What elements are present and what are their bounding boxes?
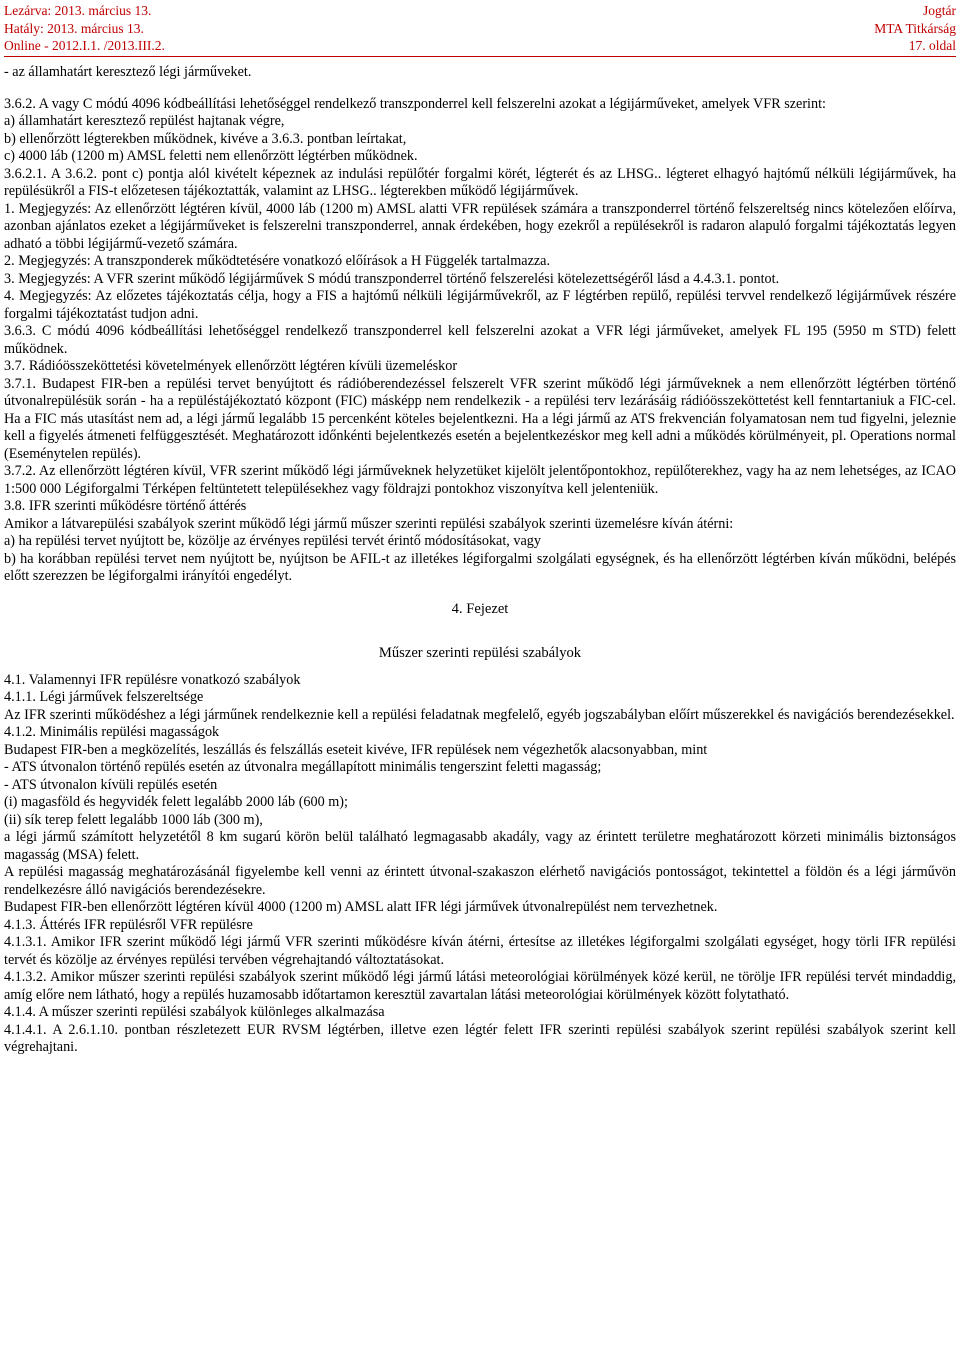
header-divider (4, 56, 956, 57)
paragraph: Amikor a látvarepülési szabályok szerint működő légi jármű műszer szerinti repülési szabályok szerinti üzemelésre kíván átérni: (4, 515, 734, 532)
document-body (4, 64, 956, 1057)
header-closed-date: Lezárva: 2013. március 13. (4, 3, 152, 18)
paragraph: 3.6.2.1. A 3.6.2. pont c) pontja alól kivételt képeznek az indulási repülőtér forgalmi körét, légterét és az LHSG.. légteret elhagyó hajtómű nélküli légijárművek, ha repülésükről a FIS-t előzetesen tájékoztatták, valamint az LHSG.. légterekben működő légijárművek. (4, 165, 956, 199)
paragraph: 4.1.4.1. A 2.6.1.10. pontban részletezett EUR RVSM légtérben, illetve ezen légtér felett IFR szerinti repülési szabályok szerint repülési szabályok szerint kell végrehajtani. (4, 1021, 956, 1055)
paragraph: (ii) sík terep felett legalább 1000 láb (300 m), (4, 811, 263, 828)
paragraph: 3.6.2. A vagy C módú 4096 kódbeállítási lehetőséggel rendelkező transzponderrel kell felszerelni azokat a légijárműveket, amelyek VFR szerint: (4, 95, 826, 112)
header-effective-date: Hatály: 2013. március 13. (4, 20, 144, 36)
paragraph: (i) magasföld és hegyvidék felett legalább 2000 láb (600 m); (4, 794, 348, 810)
chapter-title: Műszer szerinti repülési szabályok (378, 644, 582, 661)
paragraph: 1. Megjegyzés: Az ellenőrzött légtéren kívül, 4000 láb (1200 m) AMSL alatti VFR repülések számára a transzponderrel történő felszereltség nincs kötelezően előírva, azonban ajánlatos ezeket a légijárműveket is felszerelni transzponderrel, annak érdekében, hogy ezekről a repülésekről is radaron alapuló forgalmi tájékoztatás legyen adható a többi légijármű-vezető számára. (4, 200, 956, 252)
header-left (4, 2, 165, 55)
paragraph: Budapest FIR-ben a megközelítés, leszállás és felszállás eseteit kivéve, IFR repülések nem végezhetők alacsonyabban, mint (4, 741, 708, 758)
header-online-range: Online - 2012.I.1. /2013.III.2. (4, 38, 165, 53)
paragraph: 3.7.1. Budapest FIR-ben a repülési tervet benyújtott és rádióberendezéssel felszerelt VFR szerint működő légi járműveknek a nem ellenőrzött légtérben történő útvonalrepülésük során - ha a repüléstájékoztató központ (FIC) másképp nem rendelkezik - a repülési terv lezárásáig rádióösszeköttetést kell fenntartaniuk a FIC-cel. Ha a FIC más utasítást nem ad, a légi jármű legalább 15 percenként köteles bejelentkezni. Ha a légi jármű az ATS frekvencián folyamatosan nem tud figyelni, jeleznie kell a figyelés átmeneti felfüggesztését. Meghatározott időnkénti bejelentkezés esetén a bejelentkezéskor meg kell adni a működés körülményeit, pl. Operations normal (Eseménytelen repülés). (4, 375, 956, 462)
paragraph: - ATS útvonalon történő repülés esetén az útvonalra megállapított minimális tengerszint feletti magasság; (4, 759, 602, 775)
section-heading: 3.8. IFR szerinti működésre történő áttérés (4, 498, 247, 514)
paragraph: b) ha korábban repülési tervet nem nyújtott be, nyújtson be AFIL-t az illetékes légiforgalmi szolgálati egységnek, és ha ellenőrzött légtérben kíván működni, belépés előtt szerezzen be légiforgalmi irányítói engedélyt. (4, 550, 956, 584)
section-heading: 4.1.4. A műszer szerinti repülési szabályok különleges alkalmazása (4, 1004, 385, 1020)
header-page-number: 17. oldal (908, 38, 956, 53)
section-heading: 4.1.2. Minimális repülési magasságok (4, 724, 220, 740)
paragraph: 4.1.3.1. Amikor IFR szerint működő légi jármű VFR szerinti működésre kíván átérni, értesítse az illetékes légiforgalmi szolgálati egységet, hogy törli IFR repülési tervét és közölje az érvényes repülési tervében végrehajtandó változtatásokat. (4, 934, 956, 968)
section-heading: 4.1. Valamennyi IFR repülésre vonatkozó szabályok (4, 671, 301, 688)
header-right (874, 2, 956, 55)
spacer (4, 82, 956, 96)
paragraph: Budapest FIR-ben ellenőrzött légtéren kívül 4000 (1200 m) AMSL alatt IFR légi járművek útvonalrepülést nem tervezhetnek. (4, 899, 718, 915)
chapter-number: 4. Fejezet (451, 600, 509, 617)
paragraph: a) ha repülési tervet nyújtott be, közölje az érvényes repülési tervét érintő módosításokat, vagy (4, 533, 541, 549)
section-heading: 4.1.1. Légi járművek felszereltsége (4, 689, 204, 705)
paragraph: Az IFR szerinti működéshez a légi járműnek rendelkeznie kell a repülési feladatnak megfelelő, egyéb jogszabályban előírt műszerekkel és navigációs berendezésekkel. (4, 706, 955, 723)
paragraph: 3.7.2. Az ellenőrzött légtéren kívül, VFR szerint működő légi járműveknek helyzetüket kijelölt jelentőpontokhoz, repülőterekhez, vagy ha az nem lehetséges, az ICAO 1:500 000 Légiforgalmi Térképen feltüntetett településekhez vagy földrajzi pontokhoz viszonyítva kell jelenteniük. (4, 463, 956, 497)
paragraph: A repülési magasság meghatározásánál figyelembe kell venni az érintett útvonal-szakaszon elérhető navigációs pontosságot, tekintettel a földön és a légi járművön rendelkezésre álló navigációs berendezésekre. (4, 864, 956, 898)
paragraph: b) ellenőrzött légterekben működnek, kivéve a 3.6.3. pontban leírtakat, (4, 130, 407, 147)
section-heading: 4.1.3. Áttérés IFR repülésről VFR repülésre (4, 916, 253, 933)
page-header (4, 2, 956, 56)
paragraph: c) 4000 láb (1200 m) AMSL feletti nem ellenőrzött légtérben működnek. (4, 148, 418, 164)
paragraph: 4. Megjegyzés: Az előzetes tájékoztatás célja, hogy a FIS a hajtómű nélküli légijárművekről, az F légtérben repülő, repülési tervvel rendelkező légijárművek részére forgalmi tájékoztatást tudjon adni. (4, 288, 956, 322)
section-heading: 3.7. Rádióösszeköttetési követelmények ellenőrzött légtéren kívüli üzemeléskor (4, 358, 458, 374)
paragraph: a légi jármű számított helyzetétől 8 km sugarú körön belül található legmagasabb akadály, vagy az érintett területre meghatározott körzeti minimális biztonságos magasság (MSA) felett. (4, 829, 956, 863)
paragraph: 3.6.3. C módú 4096 kódbeállítási lehetőséggel rendelkező transzponderrel kell felszerelni azokat a VFR légi járműveket, amelyek FL 195 (5950 m STD) felett működnek. (4, 323, 956, 357)
paragraph: 4.1.3.2. Amikor műszer szerinti repülési szabályok szerint működő légi jármű látási meteorológiai körülmények közé kerül, ne törölje IFR repülési tervét mindaddig, amíg előre nem látható, hogy a repülés huzamosabb időtartamon keresztül zavartalan látási meteorológiai körülmények között folytatható. (4, 969, 956, 1003)
header-organization: MTA Titkárság (874, 20, 956, 36)
paragraph: 3. Megjegyzés: A VFR szerint működő légijárművek S módú transzponderrel történő felszerelési kötelezettségéről lásd a 4.4.3.1. pontot. (4, 270, 780, 287)
paragraph: - ATS útvonalon kívüli repülés esetén (4, 776, 218, 793)
paragraph: - az államhatárt keresztező légi járműveket. (4, 64, 252, 80)
header-publisher: Jogtár (923, 3, 956, 18)
paragraph: 2. Megjegyzés: A transzponderek működtetésére vonatkozó előírások a H Függelék tartalmazza. (4, 253, 551, 269)
paragraph: a) államhatárt keresztező repülést hajtanak végre, (4, 113, 285, 129)
